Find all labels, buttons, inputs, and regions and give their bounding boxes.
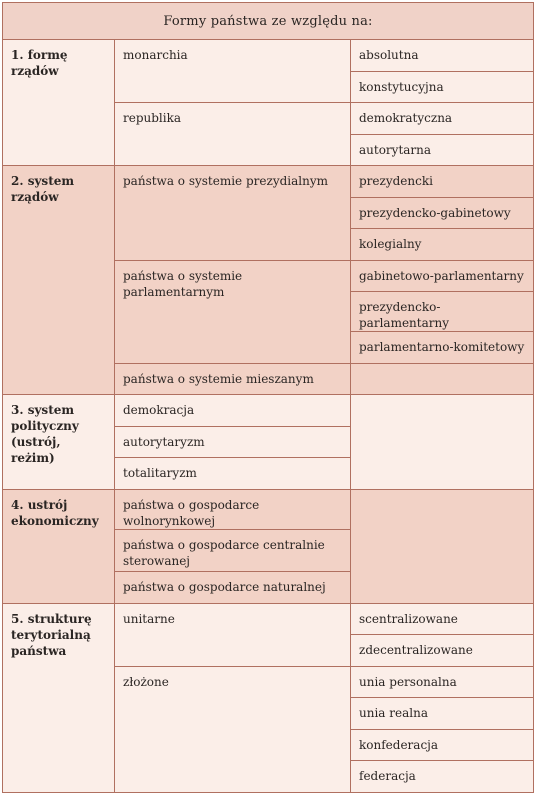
item-cell: unia personalna [351, 666, 534, 698]
item-cell: autorytarna [351, 134, 534, 166]
item-cell: zdecentralizowane [351, 635, 534, 667]
table-row [3, 489, 534, 529]
table-row [3, 40, 534, 72]
category-cell: 3. system polityczny (ustrój, reżim) [3, 395, 115, 490]
group-cell: państwa o gospodarce centralnie sterowanej [115, 529, 351, 571]
group-cell: monarchia [115, 40, 351, 103]
table-row [3, 166, 534, 198]
group-cell: państwa o systemie parlamentarnym [115, 260, 351, 363]
group-cell: republika [115, 103, 351, 166]
group-cell: złożone [115, 666, 351, 792]
item-cell: prezydencko-gabinetowy [351, 197, 534, 229]
group-cell: totalitaryzm [115, 458, 351, 490]
group-cell: państwa o systemie prezydialnym [115, 166, 351, 261]
table-header-row [3, 3, 534, 40]
empty-cell [351, 363, 534, 395]
forms-of-state-table [2, 2, 534, 793]
category-cell: 4. ustrój ekonomiczny [3, 489, 115, 603]
empty-cell [351, 395, 534, 490]
item-cell: konfederacja [351, 729, 534, 761]
table-row [3, 395, 534, 427]
table-title: Formy państwa ze względu na: [3, 3, 534, 40]
category-cell: 1. formę rządów [3, 40, 115, 166]
group-cell: państwa o systemie mieszanym [115, 363, 351, 395]
table-row [3, 603, 534, 635]
item-cell: parlamentarno-komitetowy [351, 332, 534, 364]
item-cell: absolutna [351, 40, 534, 72]
item-cell: prezydencko-parlamentarny [351, 292, 534, 332]
item-cell: gabinetowo-parlamentarny [351, 260, 534, 292]
group-cell: państwa o gospodarce wolnorynkowej [115, 489, 351, 529]
group-cell: państwa o gospodarce naturalnej [115, 571, 351, 603]
item-cell: unia realna [351, 698, 534, 730]
group-cell: demokracja [115, 395, 351, 427]
group-cell: unitarne [115, 603, 351, 666]
item-cell: kolegialny [351, 229, 534, 261]
category-cell: 5. strukturę terytorialną państwa [3, 603, 115, 792]
item-cell: scentralizowane [351, 603, 534, 635]
item-cell: demokratyczna [351, 103, 534, 135]
category-cell: 2. system rządów [3, 166, 115, 395]
empty-cell [351, 489, 534, 603]
group-cell: autorytaryzm [115, 426, 351, 458]
item-cell: federacja [351, 761, 534, 793]
item-cell: konstytucyjna [351, 71, 534, 103]
item-cell: prezydencki [351, 166, 534, 198]
